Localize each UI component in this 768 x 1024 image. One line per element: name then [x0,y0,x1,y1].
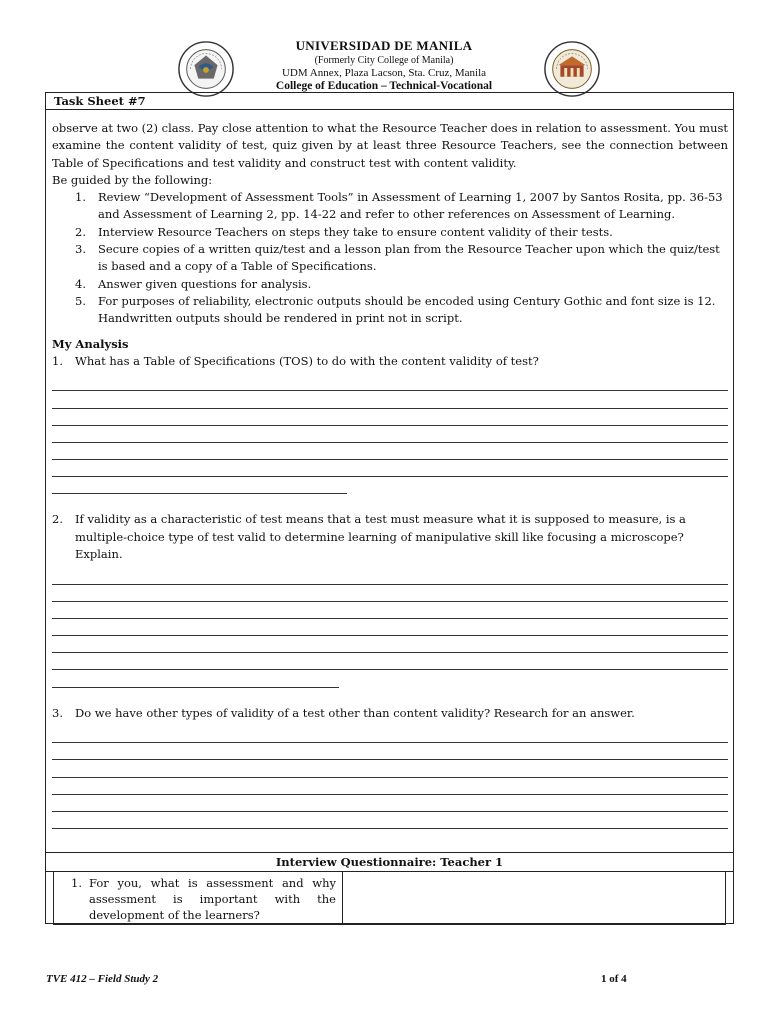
answer-lines-1[interactable] [52,374,728,494]
university-address: UDM Annex, Plaza Lacson, Sta. Cruz, Manila [281,67,487,79]
task-intro: observe at two (2) class. Pay close attention to what the Resource Teacher does in relation to assessment. You must examine the content validity of test, quiz given by at least three Resource Teachers, see the connection between Table of Specifications and test validity and construct test with content validity. [52,121,728,170]
answer-lines-2[interactable] [52,567,728,687]
interview-table [45,852,734,925]
list-item: 4. Answer given questions for analysis. [75,276,312,291]
task-content [52,120,728,829]
list-item: 3. Secure copies of a written quiz/test and a lesson plan from the Resource Teacher upon which the quiz/test is based and a copy of a Table of Specifications. [75,242,720,274]
guide-list [52,189,728,327]
footer-course: TVE 412 – Field Study 2 [46,973,159,985]
guided-by-label: Be guided by the following: [52,172,213,187]
footer-page-number: 1 of 4 [601,973,627,985]
list-item: 1. Review “Development of Assessment Tools” in Assessment of Learning 1, 2007 by Santos Rosita, pp. 36-53 and Assessment of Learning 2, pp. 14-22 and refer to other references on Assessment of Learning. [75,190,723,222]
university-name: UNIVERSIDAD DE MANILA [295,38,473,53]
analysis-question-3: 3. Do we have other types of validity of a test other than content validity? Research for an answer. [52,705,635,720]
interview-question: 1. For you, what is assessment and why assessment is important with the development of the learners? [54,872,343,924]
interview-answer-cell[interactable] [343,872,725,924]
list-item: 2. Interview Resource Teachers on steps they take to ensure content validity of their tests. [75,224,613,239]
analysis-title: My Analysis [52,336,129,351]
analysis-question-2: 2. If validity as a characteristic of test means that a test must measure what it is supposed to measure, is a multiple-choice type of test valid to determine learning of manipulative skill like focusing a microscope? Explain. [52,512,686,562]
list-item: 5. For purposes of reliability, electronic outputs should be encoded using Century Gothic and font size is 12. Handwritten outputs should be rendered in print not in script. [75,293,716,326]
table-row [53,872,726,925]
analysis-question-1: 1. What has a Table of Specifications (TOS) to do with the content validity of test? [52,353,539,368]
title-divider [46,109,733,110]
former-name: (Formerly City College of Manila) [314,55,454,66]
interview-header: Interview Questionnaire: Teacher 1 [45,852,734,872]
task-sheet-title: Task Sheet #7 [54,94,146,108]
college-name: College of Education – Technical-Vocational [275,80,493,92]
answer-lines-3[interactable] [52,726,728,829]
document-header [0,38,768,92]
